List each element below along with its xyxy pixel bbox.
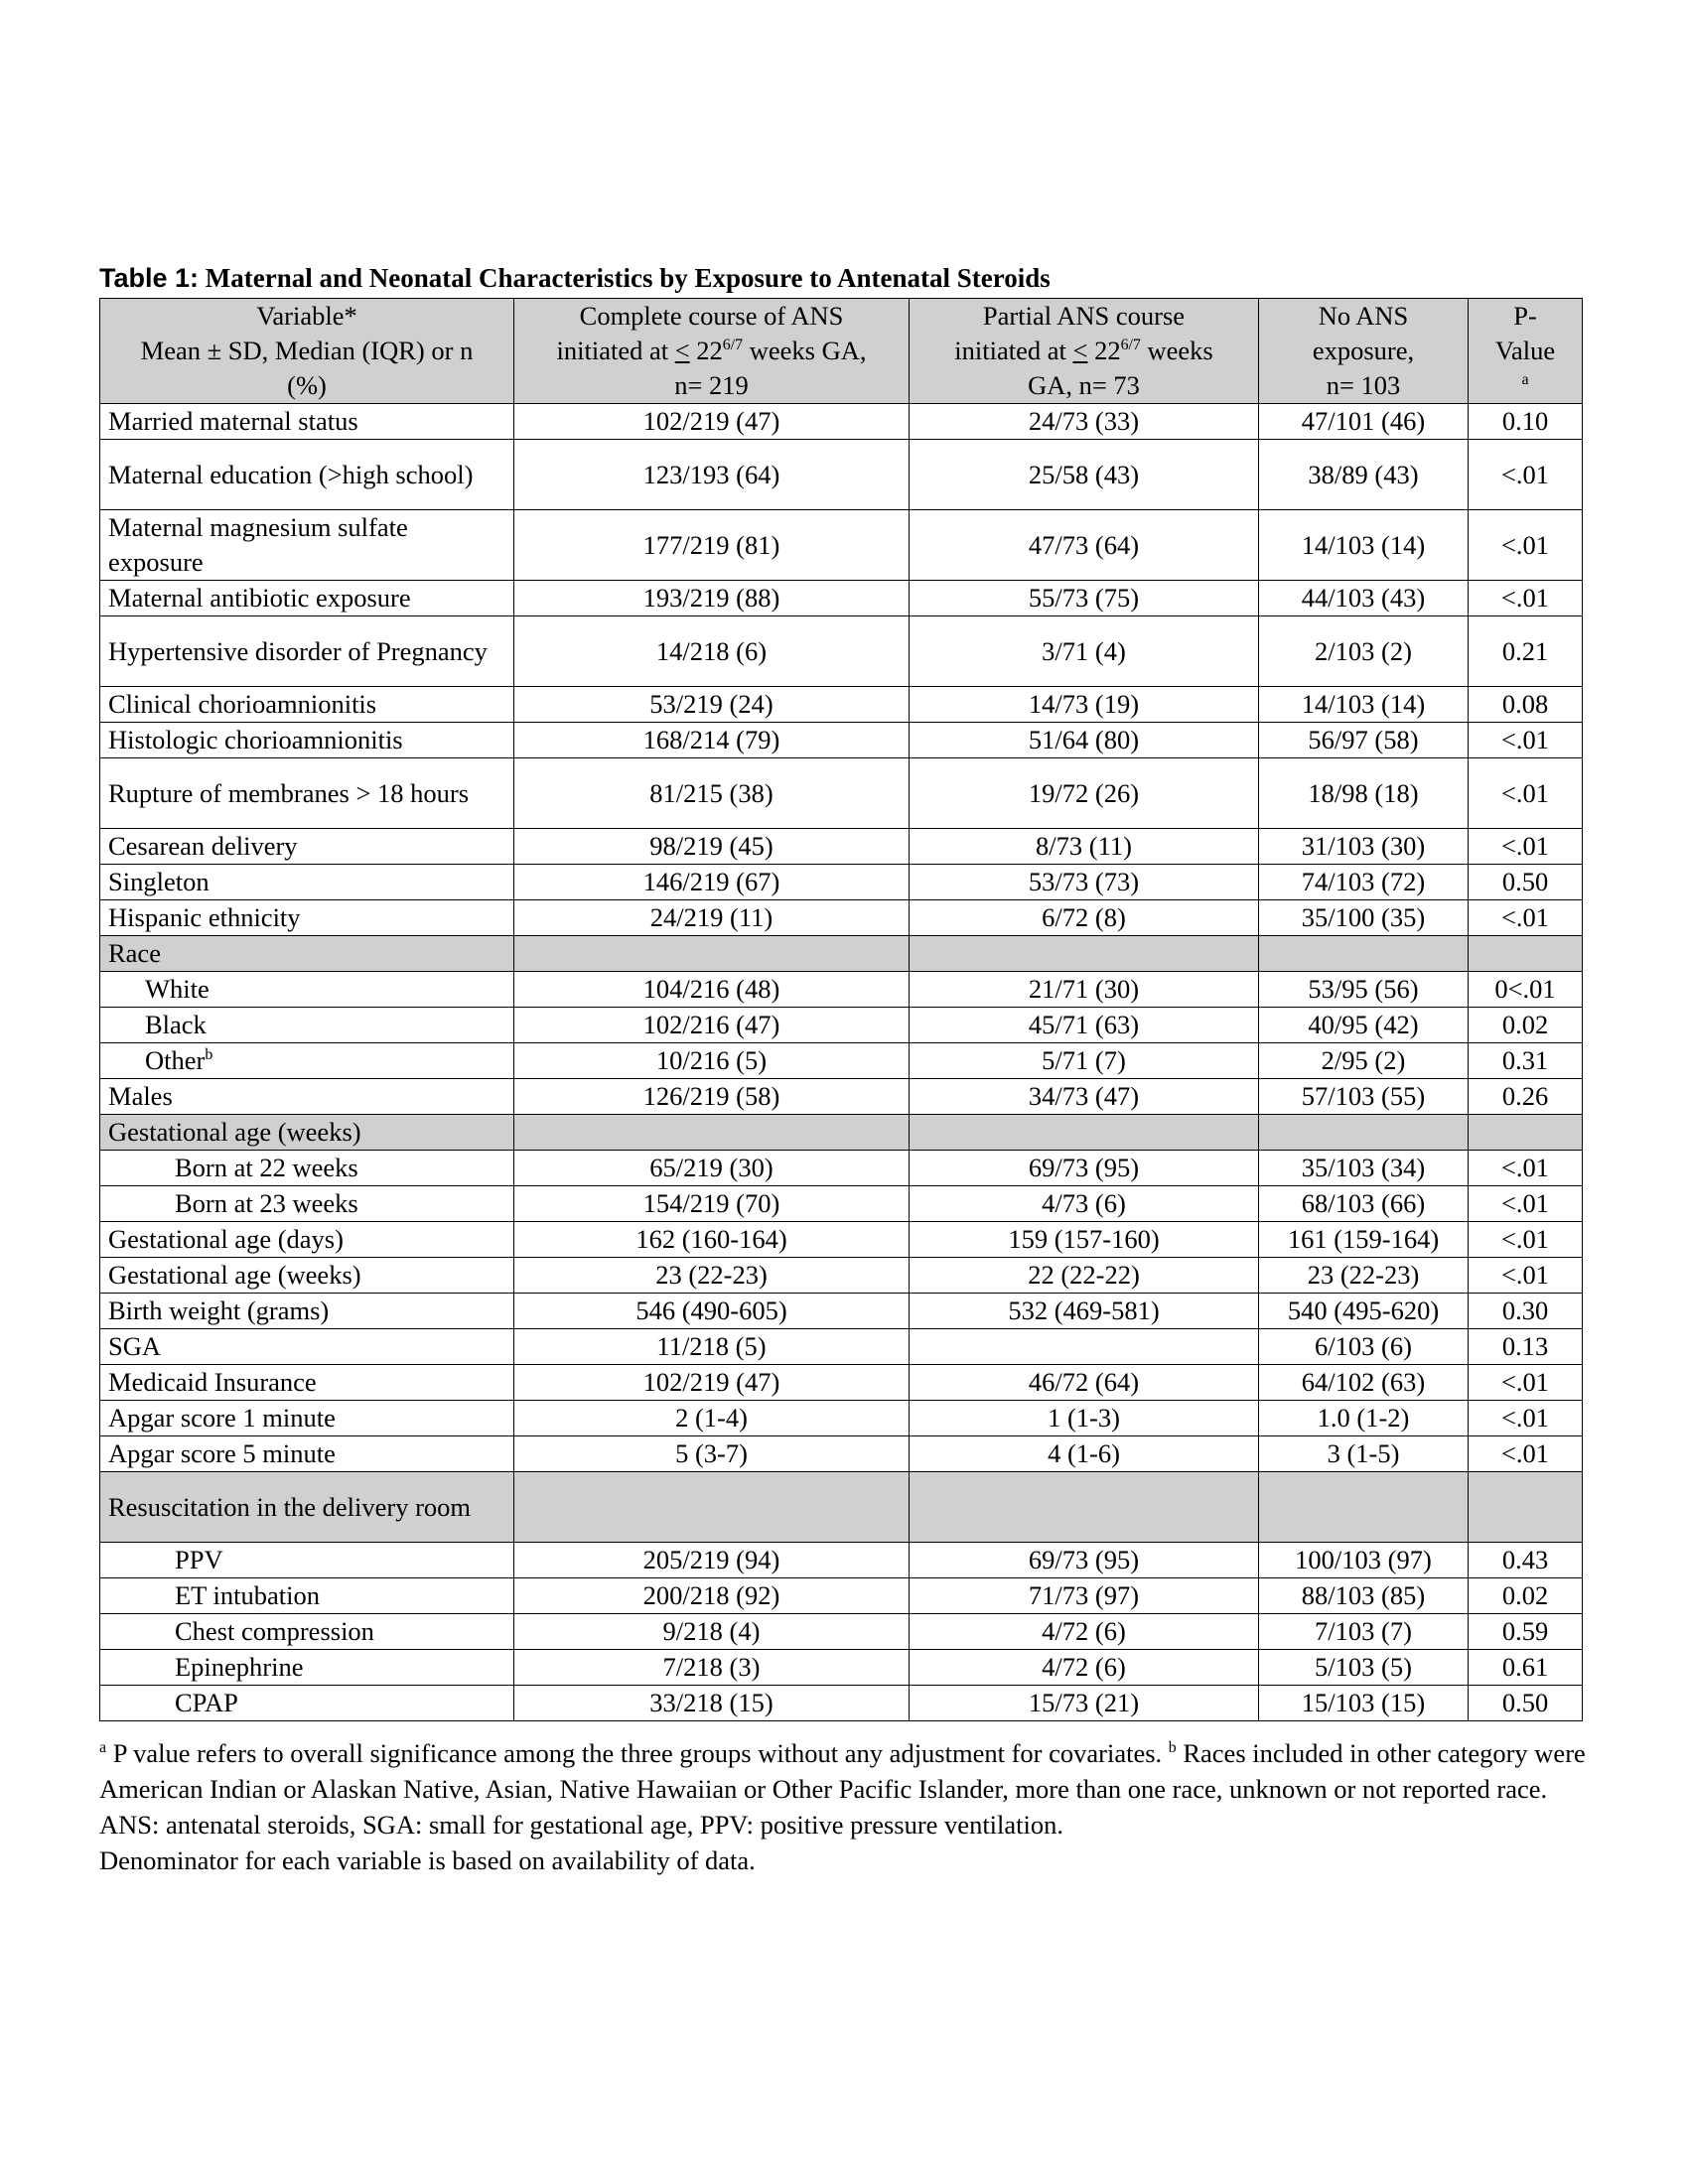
cell-none: 44/103 (43): [1259, 581, 1469, 616]
cell-complete: 7/218 (3): [514, 1650, 910, 1686]
cell-p-value: 0.50: [1469, 865, 1583, 900]
table-row: [100, 972, 1583, 1008]
cell-complete: 546 (490-605): [514, 1294, 910, 1329]
cell-p-value: [1469, 1472, 1583, 1543]
cell-partial: 22 (22-22): [910, 1258, 1259, 1294]
cell-partial: 159 (157-160): [910, 1222, 1259, 1258]
cell-complete: 200/218 (92): [514, 1578, 910, 1614]
cell-complete: 53/219 (24): [514, 687, 910, 723]
table-row: [100, 1186, 1583, 1222]
table-row: [100, 829, 1583, 865]
cell-p-value: <.01: [1469, 758, 1583, 829]
row-label: Maternal magnesium sulfate exposure: [100, 510, 514, 581]
cell-partial: 8/73 (11): [910, 829, 1259, 865]
table-row: [100, 1686, 1583, 1721]
cell-partial: 3/71 (4): [910, 616, 1259, 687]
table-row: [100, 1115, 1583, 1151]
cell-p-value: <.01: [1469, 1222, 1583, 1258]
characteristics-table: [99, 298, 1583, 1721]
cell-p-value: 0.21: [1469, 616, 1583, 687]
cell-partial: 4 (1-6): [910, 1436, 1259, 1472]
cell-complete: 2 (1-4): [514, 1401, 910, 1436]
table-row: [100, 1436, 1583, 1472]
cell-complete: 102/219 (47): [514, 1365, 910, 1401]
cell-none: 14/103 (14): [1259, 687, 1469, 723]
row-label: Hispanic ethnicity: [100, 900, 514, 936]
cell-complete: 162 (160-164): [514, 1222, 910, 1258]
cell-p-value: <.01: [1469, 1151, 1583, 1186]
table-footnote: [99, 1735, 1589, 1878]
table-row: [100, 616, 1583, 687]
cell-none: [1259, 1115, 1469, 1151]
cell-none: 540 (495-620): [1259, 1294, 1469, 1329]
cell-partial: 34/73 (47): [910, 1079, 1259, 1115]
cell-p-value: <.01: [1469, 723, 1583, 758]
cell-none: 64/102 (63): [1259, 1365, 1469, 1401]
cell-complete: 98/219 (45): [514, 829, 910, 865]
cell-none: 74/103 (72): [1259, 865, 1469, 900]
cell-partial: [910, 1472, 1259, 1543]
table-row: [100, 440, 1583, 510]
row-label: Apgar score 5 minute: [100, 1436, 514, 1472]
cell-p-value: <.01: [1469, 1258, 1583, 1294]
footnote-main: $^a$ P value refers to overall significance among the three groups without any adjustment for covariates. $^b$ Races included in other category were American Indian or Alaskan Native, Asian, Native Hawaiian or Other Pacific Islander, more than one race, unknown or not reported race. ANS: antenatal steroids, SGA: small for gestational age, PPV: positive pressure ventilation.: [99, 1738, 1586, 1840]
cell-partial: 6/72 (8): [910, 900, 1259, 936]
table-row: [100, 1329, 1583, 1365]
cell-p-value: 0.13: [1469, 1329, 1583, 1365]
cell-none: 14/103 (14): [1259, 510, 1469, 581]
table-row: [100, 1079, 1583, 1115]
cell-none: 15/103 (15): [1259, 1686, 1469, 1721]
cell-complete: 104/216 (48): [514, 972, 910, 1008]
cell-none: 47/101 (46): [1259, 404, 1469, 440]
row-label: Chest compression: [100, 1614, 514, 1650]
table-row: [100, 723, 1583, 758]
cell-none: 2/103 (2): [1259, 616, 1469, 687]
cell-complete: 23 (22-23): [514, 1258, 910, 1294]
cell-partial: 53/73 (73): [910, 865, 1259, 900]
cell-p-value: <.01: [1469, 510, 1583, 581]
cell-complete: [514, 936, 910, 972]
cell-partial: 532 (469-581): [910, 1294, 1259, 1329]
cell-partial: 47/73 (64): [910, 510, 1259, 581]
cell-complete: 154/219 (70): [514, 1186, 910, 1222]
cell-partial: 5/71 (7): [910, 1043, 1259, 1079]
cell-complete: 205/219 (94): [514, 1543, 910, 1578]
row-label: Rupture of membranes > 18 hours: [100, 758, 514, 829]
cell-none: 68/103 (66): [1259, 1186, 1469, 1222]
table-row: [100, 1043, 1583, 1079]
cell-complete: 168/214 (79): [514, 723, 910, 758]
cell-none: [1259, 936, 1469, 972]
row-label: Cesarean delivery: [100, 829, 514, 865]
row-label: Apgar score 1 minute: [100, 1401, 514, 1436]
cell-partial: 55/73 (75): [910, 581, 1259, 616]
table-row: [100, 1401, 1583, 1436]
cell-none: 88/103 (85): [1259, 1578, 1469, 1614]
cell-partial: 25/58 (43): [910, 440, 1259, 510]
header-no-ans: No ANS exposure, n= 103: [1259, 299, 1469, 404]
table-row: [100, 1614, 1583, 1650]
row-label: Black: [100, 1008, 514, 1043]
row-label: Singleton: [100, 865, 514, 900]
cell-none: 1.0 (1-2): [1259, 1401, 1469, 1436]
cell-complete: 9/218 (4): [514, 1614, 910, 1650]
cell-none: 57/103 (55): [1259, 1079, 1469, 1115]
cell-p-value: <.01: [1469, 829, 1583, 865]
table-row: [100, 1472, 1583, 1543]
table-row: [100, 1258, 1583, 1294]
cell-p-value: 0.02: [1469, 1008, 1583, 1043]
cell-none: [1259, 1472, 1469, 1543]
table-row: [100, 510, 1583, 581]
header-complete-course: Complete course of ANS initiated at < $22^{6/7}$ weeks GA, n= 219: [514, 299, 910, 404]
cell-p-value: <.01: [1469, 1186, 1583, 1222]
row-label: Gestational age (days): [100, 1222, 514, 1258]
cell-complete: [514, 1115, 910, 1151]
cell-complete: 33/218 (15): [514, 1686, 910, 1721]
cell-complete: 5 (3-7): [514, 1436, 910, 1472]
cell-complete: 11/218 (5): [514, 1329, 910, 1365]
table-row: [100, 1578, 1583, 1614]
cell-p-value: <.01: [1469, 1365, 1583, 1401]
cell-partial: [910, 1115, 1259, 1151]
cell-none: 35/100 (35): [1259, 900, 1469, 936]
cell-p-value: <.01: [1469, 440, 1583, 510]
header-p-value: P- Value $^a$: [1469, 299, 1583, 404]
table-row: [100, 1222, 1583, 1258]
table-row: [100, 1650, 1583, 1686]
cell-partial: 46/72 (64): [910, 1365, 1259, 1401]
table-caption: [99, 263, 1051, 293]
cell-partial: 4/72 (6): [910, 1614, 1259, 1650]
cell-none: 5/103 (5): [1259, 1650, 1469, 1686]
cell-partial: 14/73 (19): [910, 687, 1259, 723]
table-row: [100, 865, 1583, 900]
row-label: Resuscitation in the delivery room: [100, 1472, 514, 1543]
row-label: Born at 22 weeks: [100, 1151, 514, 1186]
row-label: Clinical chorioamnionitis: [100, 687, 514, 723]
cell-none: 23 (22-23): [1259, 1258, 1469, 1294]
cell-complete: 126/219 (58): [514, 1079, 910, 1115]
cell-none: 40/95 (42): [1259, 1008, 1469, 1043]
row-label: Maternal education (>high school): [100, 440, 514, 510]
row-label: Married maternal status: [100, 404, 514, 440]
table-row: [100, 1151, 1583, 1186]
cell-p-value: <.01: [1469, 1436, 1583, 1472]
cell-partial: 45/71 (63): [910, 1008, 1259, 1043]
row-label: Birth weight (grams): [100, 1294, 514, 1329]
table-row: [100, 900, 1583, 936]
cell-partial: 19/72 (26): [910, 758, 1259, 829]
cell-partial: 69/73 (95): [910, 1151, 1259, 1186]
row-label: Race: [100, 936, 514, 972]
cell-none: 2/95 (2): [1259, 1043, 1469, 1079]
cell-complete: 146/219 (67): [514, 865, 910, 900]
cell-p-value: 0.59: [1469, 1614, 1583, 1650]
header-partial-course: Partial ANS course initiated at < $22^{6/7}$ weeks GA, n= 73: [910, 299, 1259, 404]
row-label: PPV: [100, 1543, 514, 1578]
row-label: CPAP: [100, 1686, 514, 1721]
cell-partial: 21/71 (30): [910, 972, 1259, 1008]
cell-p-value: <.01: [1469, 581, 1583, 616]
row-label: White: [100, 972, 514, 1008]
cell-p-value: [1469, 1115, 1583, 1151]
table-row: [100, 1365, 1583, 1401]
table-row: [100, 1543, 1583, 1578]
cell-p-value: 0<.01: [1469, 972, 1583, 1008]
cell-none: 7/103 (7): [1259, 1614, 1469, 1650]
cell-p-value: 0.02: [1469, 1578, 1583, 1614]
cell-partial: 4/72 (6): [910, 1650, 1259, 1686]
cell-none: 100/103 (97): [1259, 1543, 1469, 1578]
table-body: [100, 404, 1583, 1721]
cell-p-value: 0.31: [1469, 1043, 1583, 1079]
cell-none: 161 (159-164): [1259, 1222, 1469, 1258]
row-label: Born at 23 weeks: [100, 1186, 514, 1222]
cell-partial: 69/73 (95): [910, 1543, 1259, 1578]
table-row: [100, 758, 1583, 829]
cell-partial: 71/73 (97): [910, 1578, 1259, 1614]
cell-partial: [910, 936, 1259, 972]
cell-complete: 102/216 (47): [514, 1008, 910, 1043]
table-header-row: [100, 299, 1583, 404]
cell-p-value: 0.61: [1469, 1650, 1583, 1686]
cell-none: 18/98 (18): [1259, 758, 1469, 829]
cell-p-value: 0.50: [1469, 1686, 1583, 1721]
table-row: [100, 687, 1583, 723]
cell-partial: 51/64 (80): [910, 723, 1259, 758]
table-row: [100, 1008, 1583, 1043]
cell-p-value: <.01: [1469, 1401, 1583, 1436]
cell-none: 35/103 (34): [1259, 1151, 1469, 1186]
cell-p-value: 0.26: [1469, 1079, 1583, 1115]
row-label: Epinephrine: [100, 1650, 514, 1686]
cell-p-value: <.01: [1469, 900, 1583, 936]
cell-partial: 4/73 (6): [910, 1186, 1259, 1222]
row-label: ET intubation: [100, 1578, 514, 1614]
cell-none: 31/103 (30): [1259, 829, 1469, 865]
cell-complete: 24/219 (11): [514, 900, 910, 936]
cell-complete: 10/216 (5): [514, 1043, 910, 1079]
table-row: [100, 581, 1583, 616]
cell-none: 3 (1-5): [1259, 1436, 1469, 1472]
cell-none: 53/95 (56): [1259, 972, 1469, 1008]
cell-p-value: 0.43: [1469, 1543, 1583, 1578]
row-label: SGA: [100, 1329, 514, 1365]
cell-complete: 177/219 (81): [514, 510, 910, 581]
cell-p-value: 0.30: [1469, 1294, 1583, 1329]
cell-p-value: 0.10: [1469, 404, 1583, 440]
header-variable: Variable* Mean ± SD, Median (IQR) or n (%): [100, 299, 514, 404]
row-label: Medicaid Insurance: [100, 1365, 514, 1401]
table-row: [100, 404, 1583, 440]
row-label: Maternal antibiotic exposure: [100, 581, 514, 616]
cell-partial: [910, 1329, 1259, 1365]
row-label: Gestational age (weeks): [100, 1258, 514, 1294]
cell-complete: 81/215 (38): [514, 758, 910, 829]
table-row: [100, 1294, 1583, 1329]
cell-partial: 24/73 (33): [910, 404, 1259, 440]
table-caption-label: Table 1:: [99, 263, 200, 293]
row-label: Males: [100, 1079, 514, 1115]
footnote-denominator: Denominator for each variable is based on availability of data.: [99, 1845, 756, 1875]
cell-partial: 15/73 (21): [910, 1686, 1259, 1721]
row-label: Histologic chorioamnionitis: [100, 723, 514, 758]
cell-complete: [514, 1472, 910, 1543]
cell-complete: 65/219 (30): [514, 1151, 910, 1186]
cell-none: 6/103 (6): [1259, 1329, 1469, 1365]
row-label: Other$^b$: [100, 1043, 514, 1079]
cell-none: 38/89 (43): [1259, 440, 1469, 510]
cell-complete: 123/193 (64): [514, 440, 910, 510]
cell-complete: 193/219 (88): [514, 581, 910, 616]
row-label: Gestational age (weeks): [100, 1115, 514, 1151]
cell-none: 56/97 (58): [1259, 723, 1469, 758]
cell-partial: 1 (1-3): [910, 1401, 1259, 1436]
row-label: Hypertensive disorder of Pregnancy: [100, 616, 514, 687]
cell-p-value: [1469, 936, 1583, 972]
cell-complete: 14/218 (6): [514, 616, 910, 687]
cell-p-value: 0.08: [1469, 687, 1583, 723]
table-caption-text: Maternal and Neonatal Characteristics by Exposure to Antenatal Steroids: [199, 263, 1051, 293]
table-row: [100, 936, 1583, 972]
cell-complete: 102/219 (47): [514, 404, 910, 440]
